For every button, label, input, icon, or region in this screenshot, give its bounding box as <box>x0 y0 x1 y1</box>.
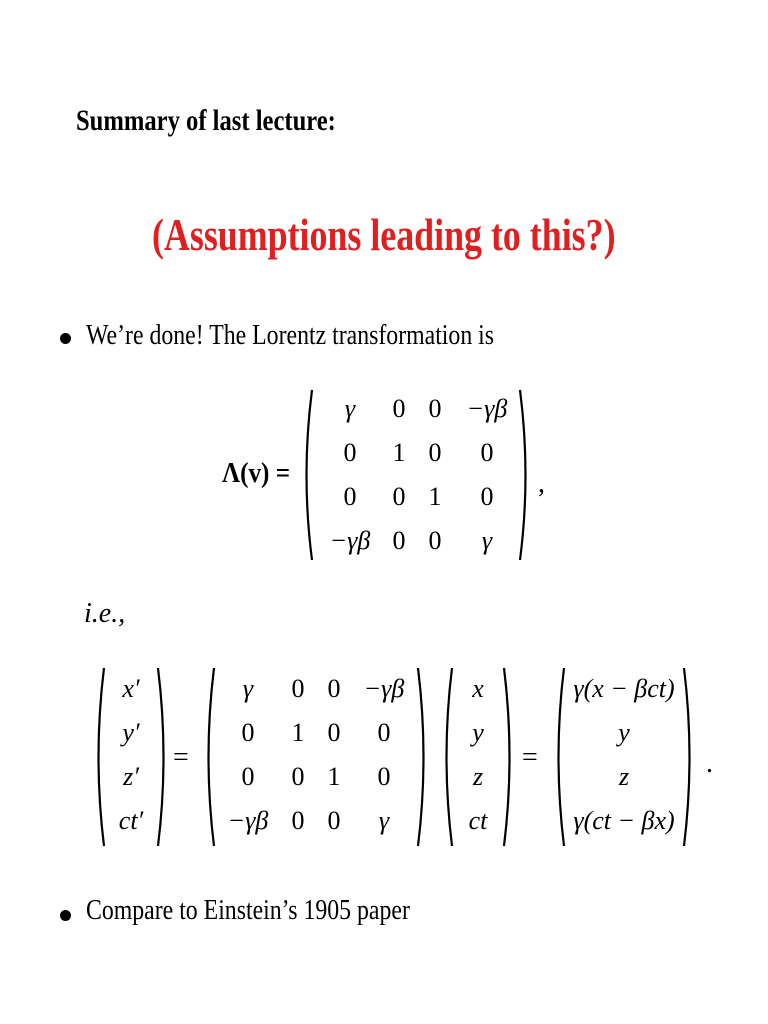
primed-vector-cell-r2c0: z′ <box>123 762 139 791</box>
transformation-matrix-cell-r0c2: 0 <box>327 674 341 703</box>
lorentz-matrix <box>300 390 532 560</box>
lambda-comma: , <box>538 468 545 499</box>
lorentz-matrix-cell-r0c1: 0 <box>392 394 406 423</box>
bullet-2-text: Compare to Einstein’s 1905 paper <box>86 895 410 926</box>
lorentz-matrix-cell-r3c1: 0 <box>392 526 406 555</box>
lorentz-matrix-right-paren <box>518 390 532 560</box>
lorentz-matrix-cell-r3c3: γ <box>481 526 493 555</box>
result-vector-cell-r0c0: γ(x − βct) <box>573 674 675 703</box>
primed-vector-cell-r0c0: x′ <box>122 674 140 703</box>
result-vector-right-paren <box>682 668 696 846</box>
primed-vector <box>92 668 170 846</box>
transformation-matrix-cell-r3c3: γ <box>378 806 390 835</box>
transformation-matrix-cell-r3c1: 0 <box>291 806 305 835</box>
primed-vector-right-paren <box>156 668 170 846</box>
equals-sign-2: = <box>522 742 538 773</box>
result-vector-cell-r1c0: y <box>618 718 630 747</box>
equals-sign-1: = <box>173 742 189 773</box>
primed-vector-cell-r1c0: y′ <box>122 718 140 747</box>
lorentz-matrix-cell-r3c2: 0 <box>428 526 442 555</box>
transformation-matrix-cell-r1c0: 0 <box>241 718 255 747</box>
lorentz-matrix-cell-r3c0: −γβ <box>329 526 371 555</box>
transformation-matrix-cell-r0c3: −γβ <box>363 674 405 703</box>
lorentz-matrix-cell-r2c3: 0 <box>480 482 494 511</box>
transformation-matrix-cell-r1c2: 0 <box>327 718 341 747</box>
result-vector <box>552 668 696 846</box>
transformation-matrix-cell-r2c3: 0 <box>377 762 391 791</box>
primed-vector-cell-r3c0: ct′ <box>118 806 144 835</box>
transformation-matrix-cell-r2c1: 0 <box>291 762 305 791</box>
lorentz-matrix-cell-r2c1: 0 <box>392 482 406 511</box>
unprimed-vector-left-paren <box>440 668 454 846</box>
slide-heading: Summary of last lecture: <box>76 104 336 137</box>
unprimed-vector-cell-r1c0: y <box>472 718 484 747</box>
transformation-matrix-cell-r2c0: 0 <box>241 762 255 791</box>
transformation-matrix-left-paren <box>202 668 216 846</box>
unprimed-vector-cell-r2c0: z <box>472 762 484 791</box>
lorentz-matrix-cell-r1c1: 1 <box>392 438 406 467</box>
transformation-matrix-cell-r0c0: γ <box>242 674 254 703</box>
lorentz-matrix-cell-r1c3: 0 <box>480 438 494 467</box>
result-vector-left-paren <box>552 668 566 846</box>
primed-vector-left-paren <box>92 668 106 846</box>
bullet-1-text: We’re done! The Lorentz transformation is <box>86 320 495 351</box>
transformation-matrix <box>202 668 430 846</box>
result-vector-cell-r2c0: z <box>618 762 630 791</box>
lambda-lhs: Λ(v) = <box>222 458 291 489</box>
lorentz-matrix-cell-r1c2: 0 <box>428 438 442 467</box>
transformation-matrix-cell-r1c1: 1 <box>291 718 305 747</box>
result-vector-cell-r3c0: γ(ct − βx) <box>573 806 675 835</box>
unprimed-vector-cell-r0c0: x <box>472 674 484 703</box>
unprimed-vector-cell-r3c0: ct <box>468 806 488 835</box>
lorentz-matrix-cell-r1c0: 0 <box>343 438 357 467</box>
bullet-dot-1 <box>60 333 71 344</box>
transformation-matrix-right-paren <box>416 668 430 846</box>
bullet-dot-2 <box>60 910 71 921</box>
lorentz-matrix-cell-r0c3: −γβ <box>466 394 508 423</box>
transformation-matrix-cell-r1c3: 0 <box>377 718 391 747</box>
unprimed-vector <box>440 668 516 846</box>
transformation-matrix-cell-r0c1: 0 <box>291 674 305 703</box>
lorentz-matrix-cell-r2c2: 1 <box>428 482 442 511</box>
lorentz-matrix-cell-r2c0: 0 <box>343 482 357 511</box>
equation-period: . <box>706 748 713 779</box>
lorentz-matrix-cell-r0c0: γ <box>344 394 356 423</box>
transformation-matrix-cell-r3c2: 0 <box>327 806 341 835</box>
unprimed-vector-right-paren <box>502 668 516 846</box>
ie-text: i.e., <box>84 598 126 629</box>
assumptions-question: (Assumptions leading to this?) <box>152 209 616 260</box>
lorentz-matrix-cell-r0c2: 0 <box>428 394 442 423</box>
lorentz-matrix-left-paren <box>300 390 314 560</box>
transformation-matrix-cell-r2c2: 1 <box>327 762 341 791</box>
transformation-matrix-cell-r3c0: −γβ <box>227 806 269 835</box>
